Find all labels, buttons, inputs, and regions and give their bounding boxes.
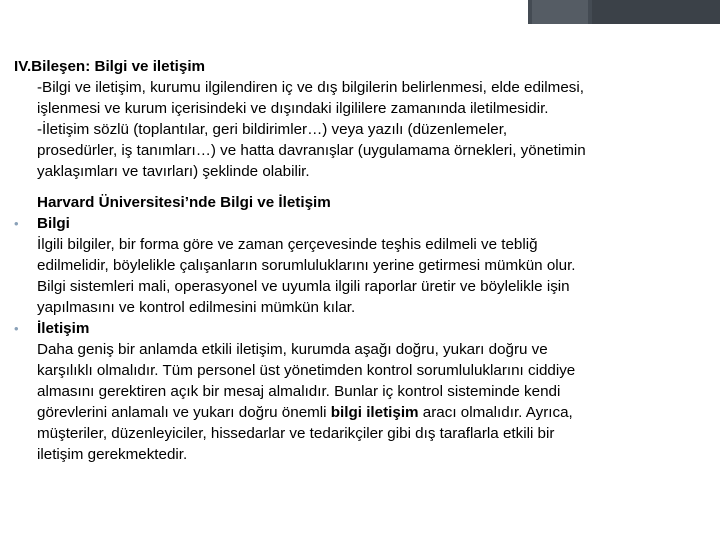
top-bar-segment xyxy=(0,0,528,24)
text-line: -Bilgi ve iletişim, kurumu ilgilendiren iç ve dış bilgilerin belirlenmesi, elde edilmesi, xyxy=(37,79,584,96)
intro-paragraph xyxy=(14,77,704,182)
bullet-title: İletişim xyxy=(37,320,90,337)
text-span: görevlerini anlamalı ve yukarı doğru önemli xyxy=(37,404,331,421)
bold-text-span: bilgi iletişim xyxy=(330,404,419,421)
top-bar-gap xyxy=(528,24,720,30)
text-line: işlenmesi ve kurum içerisindeki ve dışındaki ilgililere zamanında iletilmesidir. xyxy=(37,100,549,117)
text-line: müşteriler, düzenleyiciler, hissedarlar ve tedarikçiler gibi dış taraflarla etkili bir xyxy=(37,425,555,442)
top-bar-segment xyxy=(592,0,720,24)
section-subheading: Harvard Üniversitesi’nde Bilgi ve İletişim xyxy=(37,194,331,211)
bullet-icon: • xyxy=(14,216,19,231)
text-line: -İletişim sözlü (toplantılar, geri bildirimler…) veya yazılı (düzenlemeler, xyxy=(37,121,508,138)
slide-heading: IV.Bileşen: Bilgi ve iletişim xyxy=(14,58,206,75)
text-line: Bilgi sistemleri mali, operasyonel ve uyumla ilgili raporlar üretir ve böylelikle işin xyxy=(37,278,570,295)
bullet-bilgi xyxy=(14,213,704,318)
text-line: karşılıklı olmalıdır. Tüm personel üst yönetimden kontrol sorumluluklarını ciddiye xyxy=(37,362,576,379)
text-line: yaklaşımları ve tavırları) şeklinde olabilir. xyxy=(37,163,310,180)
bullet-icon: • xyxy=(14,321,19,336)
bullet-iletisim xyxy=(14,318,704,465)
text-span: aracı olmalıdır. Ayrıca, xyxy=(418,404,573,421)
text-line: edilmelidir, böylelikle çalışanların sorumluluklarını yerine getirmesi mümkün olur. xyxy=(37,257,576,274)
bullet-title: Bilgi xyxy=(37,215,70,232)
text-line: iletişim gerekmektedir. xyxy=(37,446,188,463)
text-line xyxy=(37,402,704,423)
slide-content xyxy=(14,56,704,465)
text-line: prosedürler, iş tanımları…) ve hatta davranışlar (uygulamama örnekleri, yönetimin xyxy=(37,142,586,159)
decorative-top-bar xyxy=(0,0,720,44)
top-bar-segment xyxy=(532,0,588,24)
text-line: yapılmasını ve kontrol edilmesini mümkün kılar. xyxy=(37,299,356,316)
text-line: İlgili bilgiler, bir forma göre ve zaman çerçevesinde teşhis edilmeli ve tebliğ xyxy=(37,236,538,253)
text-line: almasını gerektiren açık bir mesaj almalıdır. Bunlar iç kontrol sisteminde kendi xyxy=(37,383,561,400)
text-line: Daha geniş bir anlamda etkili iletişim, kurumda aşağı doğru, yukarı doğru ve xyxy=(37,341,548,358)
